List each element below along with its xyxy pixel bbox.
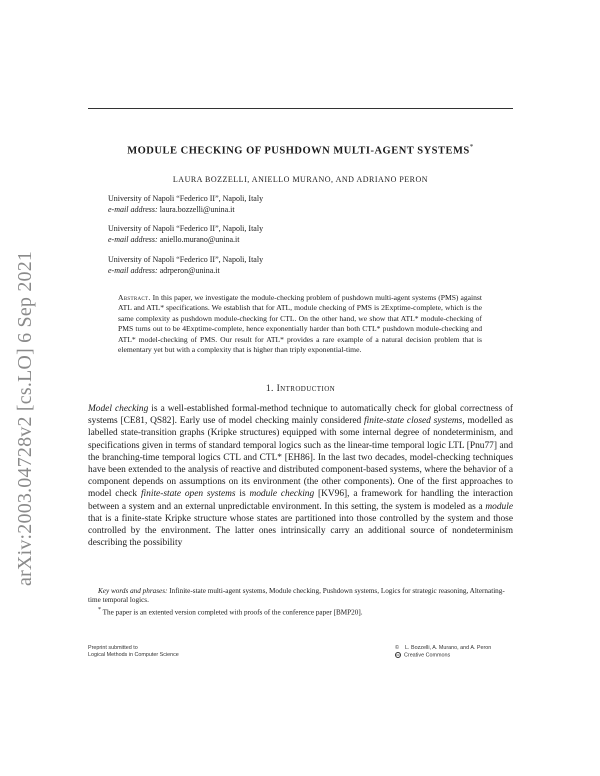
affiliation-email[interactable]: aniello.murano@unina.it: [159, 234, 240, 244]
license-line: [395, 652, 515, 659]
emphasis-term: Model checking: [88, 404, 149, 414]
section-number: 1.: [265, 384, 274, 394]
affiliation-email[interactable]: adrperon@unina.it: [159, 265, 220, 275]
license-name[interactable]: Creative Commons: [404, 652, 451, 659]
email-label: e-mail address:: [108, 204, 158, 214]
body-span: [KV96], a framework for handling the interaction between a system and an external unpredictable environment. In this setting, the system is modeled as a: [88, 489, 513, 512]
emphasis-term: module: [485, 501, 513, 512]
abstract-text: In this paper, we investigate the module-checking problem of pushdown multi-agent systems (PMS) against ATL and ATL* specifications. We establish that for ATL, module checking of PMS is 2Exptime-complete, which is the same complexity as pushdown module-checking for CTL. On the other hand, we show that ATL* module-checking of PMS turns out to be 4Exptime-complete, hence exponentially harder than both CTL* pushdown module-checking and ATL* model-checking of PMS. Our result for ATL* provides a rare example of a natural decision problem that is elementary yet but with a complexity that is higher than triply exponential-time.: [118, 293, 482, 355]
intro-paragraph: [88, 403, 513, 549]
footnote-mark: *: [98, 606, 101, 613]
conference-footnote: [88, 606, 513, 618]
copyright-line: [395, 645, 515, 652]
affiliation-block: [108, 224, 408, 245]
affiliation-institution: University of Napoli “Federico II”, Napoli, Italy: [108, 255, 264, 264]
affiliation-email-line: [108, 205, 408, 216]
preprint-line: Preprint submitted to: [88, 645, 138, 651]
emphasis-term: module checking: [249, 489, 315, 500]
email-label: e-mail address:: [108, 265, 158, 275]
body-span: is: [235, 489, 250, 500]
section-heading: [88, 384, 513, 394]
affiliation-block: [108, 255, 408, 276]
copyright-footer: [395, 645, 515, 659]
title-text: MODULE CHECKING OF PUSHDOWN MULTI-AGENT SYSTEMS: [127, 145, 470, 157]
title-footnote-mark: *: [469, 143, 474, 151]
affiliation-email-line: [108, 266, 408, 277]
body-span: is a well-established formal-method technique to automatically check for global correctness of systems [CE81, QS82]. Early use of model checking mainly considered: [88, 404, 513, 427]
emphasis-term: finite-state open systems: [140, 489, 236, 500]
copyright-icon: ©: [395, 645, 399, 651]
creative-commons-icon: cc: [396, 653, 400, 657]
email-label: e-mail address:: [108, 234, 158, 244]
copyright-holders: L. Bozzelli, A. Murano, and A. Peron: [405, 645, 492, 651]
footnotes: [88, 587, 513, 618]
emphasis-term: finite-state closed systems: [364, 416, 463, 427]
affiliation-block: [108, 194, 408, 215]
body-span: that is a finite-state Kripke structure whose states are partitioned into those controlled by the system and those controlled by the environment. The latter ones intrinsically carry an additional source of nondeterminism describing the possibility: [88, 513, 513, 549]
conference-note: The paper is an extented version completed with proofs of the conference paper [BMP20].: [102, 608, 363, 617]
keywords-label: Key words and phrases:: [98, 587, 168, 595]
author-list: LAURA BOZZELLI, ANIELLO MURANO, AND ADRIANO PERON: [172, 175, 429, 184]
affiliation-email[interactable]: laura.bozzelli@unina.it: [159, 204, 235, 214]
keywords-footnote: [88, 587, 513, 606]
preprint-footer: [88, 645, 268, 659]
abstract-label: Abstract.: [118, 293, 151, 302]
affiliation-email-line: [108, 235, 408, 246]
affiliation-institution: University of Napoli “Federico II”, Napoli, Italy: [108, 194, 264, 203]
section-title: Introduction: [276, 384, 336, 394]
arxiv-identifier[interactable]: arXiv:2003.04728v2 [cs.LO] 6 Sep 2021: [14, 250, 36, 586]
keywords-text: Infinite-state multi-agent systems, Module checking, Pushdown systems, Logics for strategic reasoning, Alternating-time temporal logics.: [88, 587, 505, 605]
paper-title: [88, 143, 513, 157]
abstract: [118, 293, 482, 355]
top-rule: [88, 108, 513, 109]
body-span: , modelled as labelled state-transition graphs (Kripke structures) equipped with some internal degree of nondeterminism, and specifications given in terms of standard temporal logics such as the linear-time temporal logic LTL [Pnu77] and the branching-time temporal logics CTL and CTL* [EH86]. In the last two decades, model-checking techniques have been extended to the analysis of reactive and distributed component-based systems, where the behavior of a component depends on assumptions on its environment (the other components). One of the first approaches to model check: [88, 416, 513, 500]
affiliation-institution: University of Napoli “Federico II”, Napoli, Italy: [108, 224, 264, 233]
journal-name: Logical Methods in Computer Science: [88, 652, 179, 658]
